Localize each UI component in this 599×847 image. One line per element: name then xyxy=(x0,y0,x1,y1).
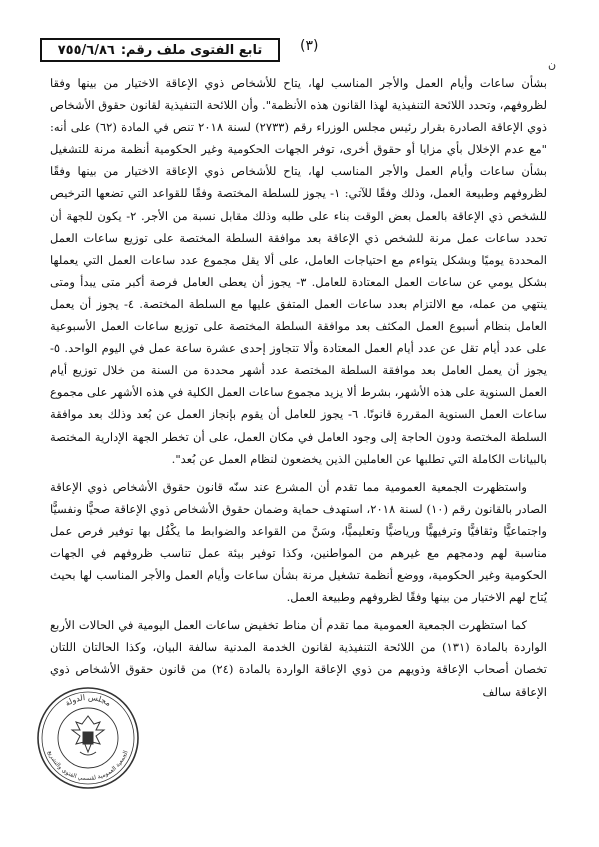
margin-mark: ن xyxy=(548,58,557,71)
file-number-header xyxy=(40,38,280,62)
paragraph-1: بشأن ساعات وأيام العمل والأجر المناسب لها، يتاح للأشخاص ذوي الإعاقة الاختيار من بينها وفقا لظروفهم، وتحدد اللائحة التنفيذية لهذا القانون هذه الأنظمة". وأن اللائحة التنفيذية لقانون حقوق الأشخاص ذوي الإعاقة الصادرة بقرار رئيس مجلس الوزراء رقم (٢٧٣٣) لسنة ٢٠١٨ تنص في المادة (٦٢) على أنه: "مع عدم الإخلال بأي مزايا أو حقوق أخرى، توفر الجهات الحكومية وغير الحكومية أنظمة مرنة للتشغيل بشأن ساعات وأيام العمل والأجر المناسب لها، يتاح للأشخاص ذوي الإعاقة الاختيار من بينها وفقًا لظروفهم وطبيعة العمل، وذلك وفقًا للآتي: ١- يجوز للسلطة المختصة وفقًا للقواعد التي تضعها الترخيص للشخص ذي الإعاقة بالعمل بعض الوقت بناء على طلبه وذلك مقابل نسبة من الأجر. ٢- يكون للجهة أن تحدد ساعات عمل مرنة للشخص ذي الإعاقة بعد موافقة السلطة المختصة على توزيع ساعات العمل المحددة يوميًا وبشكل يتواءم مع احتياجات العامل، على ألا يقل مجموع عدد ساعات العمل التي يعملها بشكل يومي عن ساعات العمل المعتادة للعامل. ٣- يجوز أن يعطى العامل فرصة أكبر متى يبدأ ومتى ينتهي من عمله، مع الالتزام بعدد ساعات العمل المتفق عليها مع السلطة المختصة. ٤- يجوز أن يعمل العامل بنظام أسبوع العمل المكثف بعد موافقة السلطة المختصة على توزيع ساعات العمل الأسبوعية على عدد أيام تقل عن عدد أيام العمل المعتادة وألا تتجاوز إحدى عشرة ساعة عمل في اليوم الواحد. ٥- يجوز أن يعمل العامل بعد موافقة السلطة المختصة عدد أشهر محددة من السنة من خلال توزيع أيام العمل السنوية على هذه الأشهر، بشرط ألا يزيد مجموع ساعات العمل الكلية في هذه الأشهر على مجموع ساعات العمل السنوية المقررة قانونًا. ٦- يجوز للعامل أن يقوم بإنجاز العمل عن بُعد وذلك بعد موافقة السلطة المختصة ودون الحاجة إلى وجود العامل في مكان العمل، على أن تخطر الجهة الإدارية المختصة بالبيانات الكاملة التي تطلبها عن العاملين الذين يخضعون لنظام العمل عن بُعد". xyxy=(50,76,548,466)
paragraph-3: كما استظهرت الجمعية العمومية مما تقدم أن مناط تخفيض ساعات العمل اليومية في الحالات الأربع الواردة بالمادة (١٣١) من اللائحة التنفيذية لقانون الخدمة المدنية سالفة البيان، وكذا الحالتان اللتان تخصان أصحاب الإعاقة وذويهم من ذوي الإعاقة الواردة بالمادة (٢٤) من قانون حقوق الأشخاص ذوي الإعاقة سالف xyxy=(50,618,547,699)
paragraph-2: واستظهرت الجمعية العمومية مما تقدم أن المشرع عند سنّه قانون حقوق الأشخاص ذوي الإعاقة الصادر بالقانون رقم (١٠) لسنة ٢٠١٨، استهدف حماية وضمان حقوق الأشخاص ذوي الإعاقة صحيًّا ونفسيًّا واجتماعيًّا وثقافيًّا وترفيهيًّا ورياضيًّا وتعليميًّا، وسَنَّ من القواعد والضوابط ما يكْفُل بها توفير فرص عمل مناسبة لهم ودمجهم مع غيرهم من المواطنين، وكذا توفير بيئة عمل تناسب ظروفهم في الجهات الحكومية وغير الحكومية، ووضع أنظمة تشغيل مرنة بشأن ساعات وأيام العمل والأجر المناسب لها بحيث يُتاح لهم الاختيار من بينها وفقًا لظروفهم وطبيعة العمل. xyxy=(50,479,548,605)
document-body xyxy=(50,72,547,709)
file-number: ٧٥٥/٦/٨٦ xyxy=(57,42,115,58)
seal-bottom-text: الجمعية العمومية لقسمي الفتوى والتشريع xyxy=(46,749,130,783)
seal-top-text: مجلس الدولة xyxy=(63,692,113,708)
file-label: تابع الفتوى ملف رقم: xyxy=(120,42,263,58)
eagle-emblem-icon xyxy=(72,716,104,755)
state-council-seal xyxy=(36,686,140,790)
page-number: (٣) xyxy=(300,38,319,54)
